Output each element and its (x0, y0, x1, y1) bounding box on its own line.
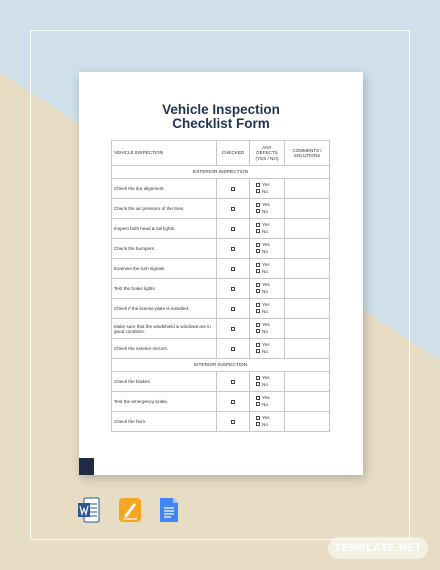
section-title: INTERIOR INSPECTION (112, 359, 330, 372)
yes-label: Yes (262, 302, 270, 307)
checked-cell (217, 239, 250, 259)
section-title: EXTERIOR INSPECTION (112, 166, 330, 179)
inspection-item: Check the tire alignment. (112, 179, 217, 199)
no-checkbox[interactable] (256, 422, 260, 426)
checked-checkbox[interactable] (231, 247, 235, 251)
defects-cell (250, 412, 285, 432)
document-title (79, 103, 363, 131)
defect-no-option[interactable] (252, 329, 282, 336)
comments-cell[interactable] (285, 319, 330, 339)
yes-checkbox[interactable] (256, 343, 260, 347)
defects-cell (250, 319, 285, 339)
defects-cell (250, 392, 285, 412)
yes-checkbox[interactable] (256, 396, 260, 400)
defects-cell (250, 199, 285, 219)
no-label: No (262, 421, 268, 427)
no-checkbox[interactable] (256, 189, 260, 193)
no-label: No (262, 308, 268, 314)
inspection-item: Inspect both head & tail lights. (112, 219, 217, 239)
checked-checkbox[interactable] (231, 327, 235, 331)
checked-cell (217, 372, 250, 392)
checked-checkbox[interactable] (231, 307, 235, 311)
yes-label: Yes (262, 395, 270, 400)
table-row (112, 239, 330, 259)
section-row (112, 166, 330, 179)
comments-cell[interactable] (285, 392, 330, 412)
checked-cell (217, 179, 250, 199)
defect-no-option[interactable] (252, 229, 282, 236)
pages-icon[interactable] (119, 497, 141, 523)
comments-cell[interactable] (285, 199, 330, 219)
header-defects: ANY DEFECTS (YES / NO) (250, 141, 285, 166)
no-label: No (262, 228, 268, 234)
defects-cell (250, 299, 285, 319)
no-checkbox[interactable] (256, 229, 260, 233)
table-row (112, 279, 330, 299)
no-checkbox[interactable] (256, 309, 260, 313)
comments-cell[interactable] (285, 412, 330, 432)
checked-checkbox[interactable] (231, 420, 235, 424)
no-label: No (262, 348, 268, 354)
yes-checkbox[interactable] (256, 223, 260, 227)
comments-cell[interactable] (285, 239, 330, 259)
table-row (112, 179, 330, 199)
checked-checkbox[interactable] (231, 380, 235, 384)
defect-no-option[interactable] (252, 349, 282, 356)
section-row (112, 359, 330, 372)
inspection-item: Make sure that the windshield & windows are in good condition. (112, 319, 217, 339)
comments-cell[interactable] (285, 219, 330, 239)
comments-cell[interactable] (285, 372, 330, 392)
defect-no-option[interactable] (252, 189, 282, 196)
comments-cell[interactable] (285, 279, 330, 299)
inspection-item: Check the brakes. (112, 372, 217, 392)
yes-label: Yes (262, 282, 270, 287)
defects-cell (250, 239, 285, 259)
yes-checkbox[interactable] (256, 303, 260, 307)
defect-no-option[interactable] (252, 269, 282, 276)
checked-checkbox[interactable] (231, 207, 235, 211)
table-row (112, 299, 330, 319)
no-label: No (262, 401, 268, 407)
no-checkbox[interactable] (256, 269, 260, 273)
yes-label: Yes (262, 375, 270, 380)
defect-no-option[interactable] (252, 309, 282, 316)
yes-label: Yes (262, 202, 270, 207)
checked-cell (217, 319, 250, 339)
checked-checkbox[interactable] (231, 267, 235, 271)
comments-cell[interactable] (285, 179, 330, 199)
no-label: No (262, 208, 268, 214)
inspection-item: Test the brake lights. (112, 279, 217, 299)
no-label: No (262, 248, 268, 254)
checked-cell (217, 392, 250, 412)
no-label: No (262, 188, 268, 194)
no-checkbox[interactable] (256, 349, 260, 353)
inspection-item: Check if the license plate is installed. (112, 299, 217, 319)
inspection-table (111, 140, 330, 432)
checked-cell (217, 259, 250, 279)
checked-cell (217, 279, 250, 299)
no-checkbox[interactable] (256, 382, 260, 386)
defects-cell (250, 372, 285, 392)
header-checked: CHECKED (217, 141, 250, 166)
table-row (112, 372, 330, 392)
checked-checkbox[interactable] (231, 347, 235, 351)
no-label: No (262, 288, 268, 294)
defect-no-option[interactable] (252, 422, 282, 429)
no-checkbox[interactable] (256, 209, 260, 213)
defects-cell (250, 179, 285, 199)
yes-label: Yes (262, 182, 270, 187)
brand-watermark[interactable]: TEMPLATE.NET (328, 537, 428, 559)
table-body (112, 166, 330, 432)
table-row (112, 319, 330, 339)
no-checkbox[interactable] (256, 289, 260, 293)
yes-label: Yes (262, 222, 270, 227)
checked-cell (217, 412, 250, 432)
defect-no-option[interactable] (252, 382, 282, 389)
no-label: No (262, 328, 268, 334)
yes-checkbox[interactable] (256, 416, 260, 420)
yes-checkbox[interactable] (256, 183, 260, 187)
yes-label: Yes (262, 322, 270, 327)
defect-no-option[interactable] (252, 402, 282, 409)
table-header-row (112, 141, 330, 166)
yes-checkbox[interactable] (256, 203, 260, 207)
checked-cell (217, 339, 250, 359)
inspection-item: Check the exterior mirrors. (112, 339, 217, 359)
header-comments: COMMENTS / SOLUTIONS (285, 141, 330, 166)
no-label: No (262, 268, 268, 274)
checked-checkbox[interactable] (231, 227, 235, 231)
yes-checkbox[interactable] (256, 243, 260, 247)
defect-no-option[interactable] (252, 209, 282, 216)
yes-checkbox[interactable] (256, 283, 260, 287)
defects-cell (250, 279, 285, 299)
checked-checkbox[interactable] (231, 400, 235, 404)
title-line-2: Checklist Form (172, 116, 270, 131)
inspection-item: Check the bumpers. (112, 239, 217, 259)
yes-checkbox[interactable] (256, 376, 260, 380)
yes-checkbox[interactable] (256, 263, 260, 267)
inspection-item: Check the horn. (112, 412, 217, 432)
yes-label: Yes (262, 342, 270, 347)
no-checkbox[interactable] (256, 329, 260, 333)
yes-label: Yes (262, 242, 270, 247)
header-item: VEHICLE INSPECTION (112, 141, 217, 166)
yes-checkbox[interactable] (256, 323, 260, 327)
comments-cell[interactable] (285, 339, 330, 359)
checked-checkbox[interactable] (231, 287, 235, 291)
yes-label: Yes (262, 262, 270, 267)
table-row (112, 339, 330, 359)
inspection-item: Check the air pressure of the tires. (112, 199, 217, 219)
inspection-item: Test the emergency brake. (112, 392, 217, 412)
comments-cell[interactable] (285, 259, 330, 279)
no-label: No (262, 381, 268, 387)
table-row (112, 219, 330, 239)
checked-cell (217, 199, 250, 219)
google-docs-icon[interactable] (158, 497, 180, 523)
defects-cell (250, 339, 285, 359)
table-row (112, 199, 330, 219)
checked-cell (217, 299, 250, 319)
defects-cell (250, 259, 285, 279)
table-row (112, 392, 330, 412)
defects-cell (250, 219, 285, 239)
defect-no-option[interactable] (252, 289, 282, 296)
no-checkbox[interactable] (256, 402, 260, 406)
comments-cell[interactable] (285, 299, 330, 319)
table-row (112, 259, 330, 279)
page-corner-block (79, 458, 94, 475)
word-icon[interactable] (78, 497, 100, 523)
checked-cell (217, 219, 250, 239)
inspection-item: Examine the turn signals. (112, 259, 217, 279)
title-line-1: Vehicle Inspection (162, 102, 280, 117)
yes-label: Yes (262, 415, 270, 420)
no-checkbox[interactable] (256, 249, 260, 253)
defect-no-option[interactable] (252, 249, 282, 256)
table-row (112, 412, 330, 432)
checked-checkbox[interactable] (231, 187, 235, 191)
